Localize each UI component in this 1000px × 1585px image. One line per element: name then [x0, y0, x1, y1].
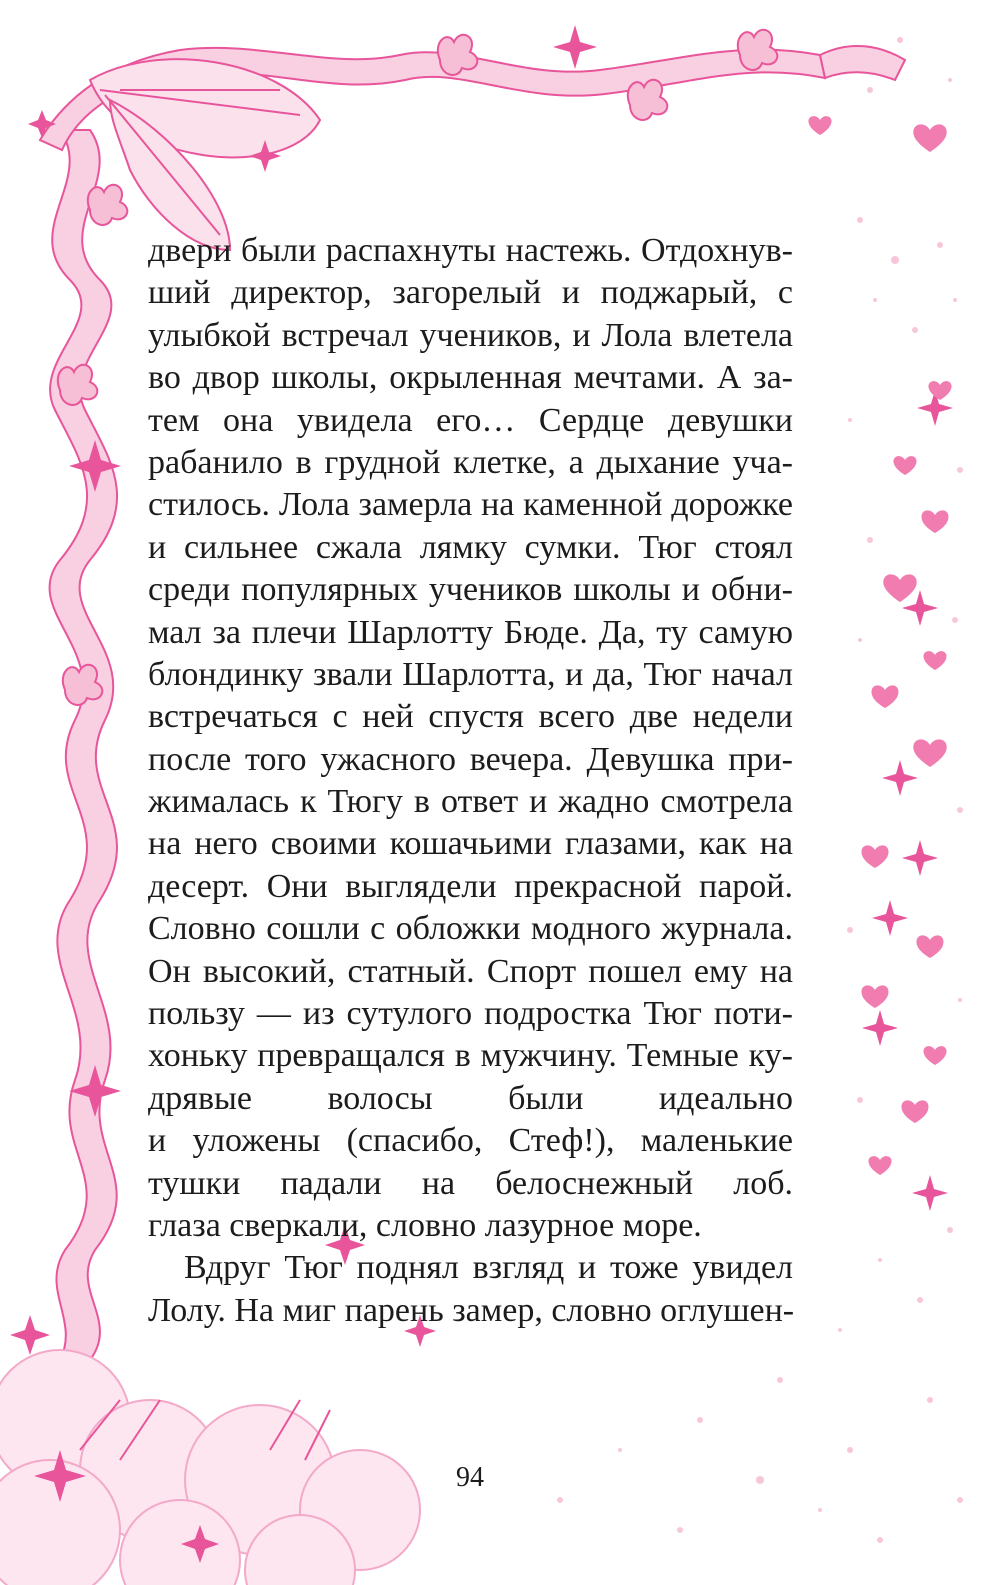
text-line: Вдруг Тюг поднял взгляд и тоже увидел: [184, 1249, 793, 1287]
text-line: после того ужасного вечера. Девушка при-: [148, 740, 793, 778]
text-line: и сильнее сжала лямку сумки. Тюг стоял: [148, 528, 793, 566]
text-line: пользу — из сутулого подростка Тюг поти-: [148, 995, 793, 1033]
text-line: среди популярных учеников школы и обни-: [148, 571, 793, 609]
text-line: десерт. Они выглядели прекрасной парой.: [148, 867, 793, 905]
text-line: двери были распахнуты настежь. Отдохнув-: [148, 232, 793, 269]
text-line: на него своими кошачьими глазами, как на: [148, 825, 793, 863]
body-text: [148, 230, 793, 1332]
text-line: тем она увидела его… Сердце девушки: [148, 401, 793, 439]
text-line: блондинку звали Шарлотта, и да, Тюг начал: [148, 655, 793, 693]
text-line: мал за плечи Шарлотту Бюде. Да, ту самую: [148, 613, 793, 651]
text-line: глаза сверкали, словно лазурное море.: [148, 1206, 702, 1244]
text-line: во двор школы, окрыленная мечтами. А за-: [148, 359, 793, 397]
fairy-wings-icon: [90, 59, 320, 250]
text-line: Словно сошли с обложки модного журнала.: [148, 910, 793, 948]
text-line: улыбкой встречал учеников, и Лола влетела: [148, 316, 793, 354]
text-line: ший директор, загорелый и поджарый, с: [148, 274, 793, 312]
text-line: встречаться с ней спустя всего две недели: [148, 698, 793, 736]
text-line: рабанило в грудной клетке, а дыхание уча-: [148, 443, 793, 481]
text-line: Он высокий, статный. Спорт пошел ему на: [148, 952, 793, 990]
text-line: дрявые волосы были идеально: [148, 1079, 793, 1117]
text-line: и уложены (спасибо, Стеф!), маленькие: [148, 1122, 793, 1160]
text-line: Лолу. На миг парень замер, словно оглушен-: [148, 1291, 795, 1329]
text-line: стилось. Лола замерла на каменной дорожке: [148, 486, 793, 524]
text-line: тушки падали на белоснежный лоб.: [148, 1164, 793, 1202]
page-number: 94: [456, 1462, 484, 1493]
text-line: жималась к Тюгу в ответ и жадно смотрела: [148, 783, 793, 821]
text-line: хоньку превращался в мужчину. Темные ку-: [148, 1037, 793, 1075]
